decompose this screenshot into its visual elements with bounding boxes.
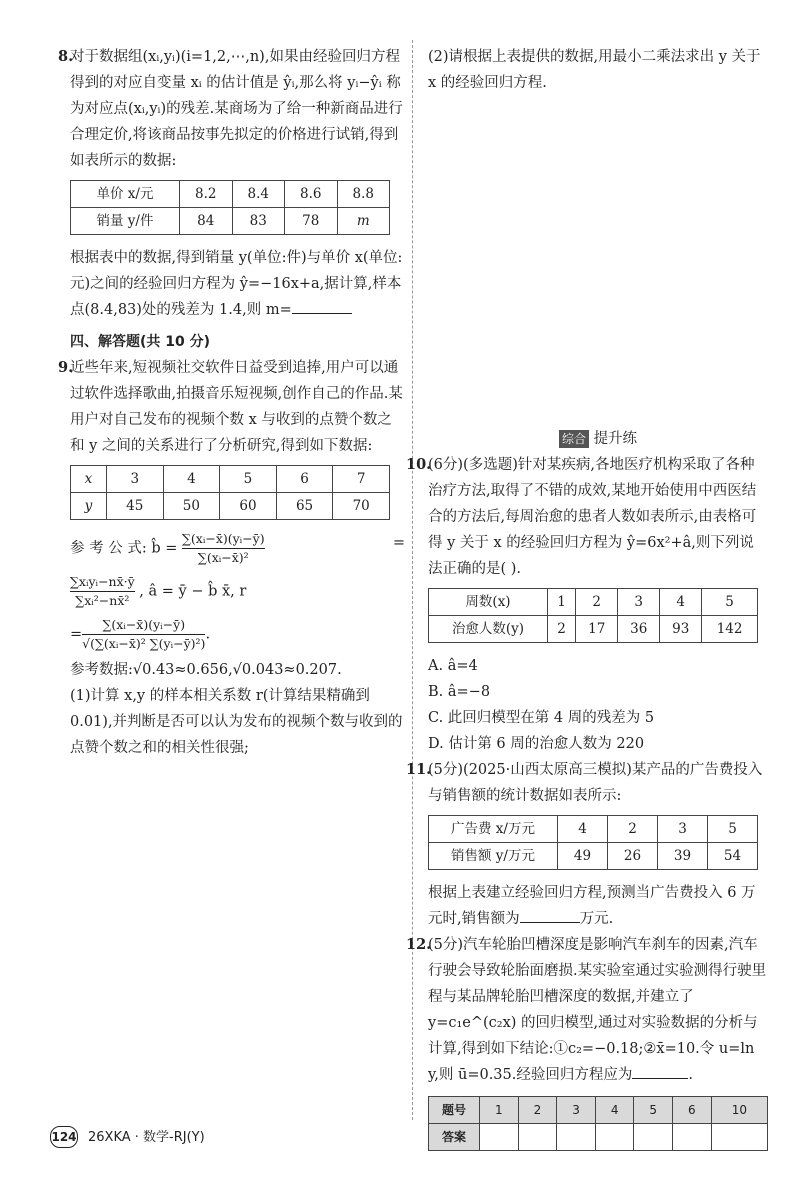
table-cell: 7 xyxy=(333,466,390,493)
answer-cell[interactable] xyxy=(480,1124,519,1151)
table-cell: 8.4 xyxy=(232,181,285,208)
table-row xyxy=(429,843,758,870)
table-cell: 8.6 xyxy=(285,181,338,208)
table-cell: y xyxy=(71,493,107,520)
q12-number: 12. xyxy=(406,936,432,953)
answer-header-cell: 2 xyxy=(518,1097,557,1124)
option-a[interactable]: A. â=4 xyxy=(428,658,478,674)
table-cell: 60 xyxy=(220,493,277,520)
formula-line-2 xyxy=(70,573,405,610)
answer-header-cell: 10 xyxy=(711,1097,767,1124)
table-row xyxy=(429,616,758,643)
left-column xyxy=(58,44,405,761)
q10-number: 10. xyxy=(406,456,432,473)
answer-cell[interactable] xyxy=(711,1124,767,1151)
fraction-numerator: ∑xᵢyᵢ−nx̄·ȳ xyxy=(70,574,135,589)
table-cell: 54 xyxy=(708,843,758,870)
fraction-denominator: ∑(xᵢ−x̄)² xyxy=(182,548,265,567)
formula-line-1: 参 考 公 式: b̂ = $\frac{\text{∑(xᵢ−x̄)(yᵢ−ȳ)}}{\text{∑(xᵢ−x̄)²}}$ = xyxy=(70,531,405,565)
table-cell: 49 xyxy=(558,843,608,870)
q10-table xyxy=(428,588,758,643)
q12-answer-blank[interactable] xyxy=(632,1062,688,1079)
table-cell: m xyxy=(337,208,390,235)
table-cell: 5 xyxy=(708,816,758,843)
answer-cell[interactable] xyxy=(518,1124,557,1151)
fraction-denominator: √(∑(xᵢ−x̄)² ∑(yᵢ−ȳ)²) xyxy=(82,636,206,651)
option-d[interactable]: D. 估计第 6 周的治愈人数为 220 xyxy=(428,736,645,752)
table-row xyxy=(429,1124,768,1151)
section-heading: 四、解答题(共 10 分) xyxy=(70,334,211,350)
q11-number: 11. xyxy=(406,761,432,778)
table-cell: 1 xyxy=(548,589,576,616)
q9-part1: (1)计算 x,y 的样本相关系数 r(计算结果精确到 0.01),并判断是否可以认为发布的视频个数与收到的点赞个数之和的相关性很强; xyxy=(70,688,403,756)
table-cell: 26 xyxy=(608,843,658,870)
q10-text: (6分)(多选题)针对某疾病,各地医疗机构采取了各种治疗方法,取得了不错的成效,某地开始使用中西医结合的方法后,每周治愈的患者人数如表所示,由表格可得 y 关于 x 的经验回归方程为 ŷ=6x²+â,则下列说法正确的是( ). xyxy=(428,457,757,577)
answer-table xyxy=(428,1096,768,1151)
q11-table xyxy=(428,815,758,870)
table-cell: 2 xyxy=(576,589,618,616)
formula-r-fraction xyxy=(82,616,205,653)
table-cell: 治愈人数(y) xyxy=(429,616,548,643)
book-code: 26XKA · 数学-RJ(Y) xyxy=(88,1130,205,1145)
fraction-numerator: ∑(xᵢ−x̄)(yᵢ−ȳ) xyxy=(102,617,186,632)
table-row xyxy=(71,208,390,235)
page-footer xyxy=(50,1126,205,1148)
table-cell: 4 xyxy=(660,589,702,616)
table-cell: 83 xyxy=(232,208,285,235)
answer-cell[interactable] xyxy=(673,1124,712,1151)
fraction-denominator: ∑xᵢ²−nx̄² xyxy=(70,591,135,610)
answer-cell[interactable] xyxy=(557,1124,596,1151)
table-cell: 8.8 xyxy=(337,181,390,208)
table-cell: 3 xyxy=(658,816,708,843)
table-row xyxy=(71,493,390,520)
table-cell: 6 xyxy=(276,466,333,493)
q11-answer-blank[interactable] xyxy=(520,906,580,923)
table-cell: 周数(x) xyxy=(429,589,548,616)
table-cell: 3 xyxy=(618,589,660,616)
right-column xyxy=(406,44,768,1144)
q12-text: (5分)汽车轮胎凹槽深度是影响汽车刹车的因素,汽车行驶会导致轮胎面磨损.某实验室通过实验测得行驶里程与某品牌轮胎凹槽深度的数据,并建立了 y=c₁e^(c₂x) 的回归模型,通过对实验数据的分析与计算,得到如下结论:①c₂=−0.18;②x̄=10.令 u=ln y,则 ū=0.35.经验回归方程应为 . xyxy=(428,937,767,1083)
table-row xyxy=(429,1097,768,1124)
table-cell: 销售额 y/万元 xyxy=(429,843,558,870)
table-cell: 142 xyxy=(702,616,758,643)
practice-tag: 综合 xyxy=(559,430,589,448)
table-cell: 单价 x/元 xyxy=(71,181,180,208)
formula-b-fraction-1 xyxy=(182,530,265,567)
question-8 xyxy=(58,44,405,323)
table-cell: 45 xyxy=(106,493,163,520)
answer-row-label: 答案 xyxy=(429,1124,480,1151)
answer-header-cell: 题号 xyxy=(429,1097,480,1124)
table-cell: 8.2 xyxy=(180,181,233,208)
q11-text3: 万元. xyxy=(579,911,614,927)
question-12 xyxy=(406,932,768,1088)
formula-a-hat: , â = ȳ − b̂ x̄, r xyxy=(139,583,247,600)
table-cell: 36 xyxy=(618,616,660,643)
column-divider xyxy=(412,40,413,1120)
table-cell: 4 xyxy=(558,816,608,843)
table-cell: 17 xyxy=(576,616,618,643)
table-cell: 4 xyxy=(163,466,220,493)
table-cell: 84 xyxy=(180,208,233,235)
q8-text2-content: 根据表中的数据,得到销量 y(单位:件)与单价 x(单位:元)之间的经验回归方程为 ŷ=−16x+a,据计算,样本点(8.4,83)处的残差为 1.4,则 m= xyxy=(70,250,403,318)
question-9 xyxy=(58,355,405,761)
table-cell: 50 xyxy=(163,493,220,520)
answer-header-cell: 5 xyxy=(634,1097,673,1124)
option-c[interactable]: C. 此回归模型在第 4 周的残差为 5 xyxy=(428,710,655,726)
answer-header-cell: 6 xyxy=(673,1097,712,1124)
q8-text2 xyxy=(70,245,405,323)
table-cell: 广告费 x/万元 xyxy=(429,816,558,843)
answer-header-cell: 4 xyxy=(595,1097,634,1124)
table-cell: 93 xyxy=(660,616,702,643)
answer-cell[interactable] xyxy=(595,1124,634,1151)
q11-text2-content: 根据上表建立经验回归方程,预测当广告费投入 6 万元时,销售额为 xyxy=(428,885,756,927)
reference-data: 参考数据:√0.43≈0.656,√0.043≈0.207. xyxy=(70,662,342,678)
table-row xyxy=(429,589,758,616)
q8-answer-blank[interactable] xyxy=(292,297,352,314)
q8-text1: 对于数据组(xᵢ,yᵢ)(i=1,2,⋯,n),如果由经验回归方程得到的对应自变量 xᵢ 的估计值是 ŷᵢ,那么将 yᵢ−ŷᵢ 称为对应点(xᵢ,yᵢ)的残差.某商场为了给一种新商品进行合理定价,将该商品按事先拟定的价格进行试销,得到如表所示的数据: xyxy=(70,49,403,169)
question-11 xyxy=(406,757,768,932)
answer-header-cell: 3 xyxy=(557,1097,596,1124)
q11-text2 xyxy=(428,880,768,932)
q9-table xyxy=(70,465,390,520)
answer-header-cell: 1 xyxy=(480,1097,519,1124)
formula-line-3: = $\frac{\text{∑(xᵢ−x̄)(yᵢ−ȳ)}}{\text{√(∑(xᵢ−x̄)² ∑(yᵢ−ȳ)²)}}$ . xyxy=(70,617,211,651)
table-row xyxy=(71,466,390,493)
q8-number: 8. xyxy=(58,48,74,65)
table-cell: 5 xyxy=(220,466,277,493)
formula-label: 参 考 公 式: b̂ = xyxy=(70,540,178,557)
answer-cell[interactable] xyxy=(634,1124,673,1151)
table-cell: 销量 y/件 xyxy=(71,208,180,235)
practice-title: 提升练 xyxy=(593,431,638,447)
q9-text1: 近些年来,短视频社交软件日益受到追捧,用户可以通过软件选择歌曲,拍摄音乐短视频,创作自己的作品.某用户对自己发布的视频个数 x 与收到的点赞个数之和 y 之间的关系进行了分析研究,得到如下数据: xyxy=(70,360,403,454)
page-number: 124 xyxy=(50,1126,78,1148)
table-row xyxy=(71,181,390,208)
table-cell: 78 xyxy=(285,208,338,235)
question-10 xyxy=(406,452,768,757)
formula-b-fraction-2 xyxy=(70,573,135,610)
table-cell: 2 xyxy=(608,816,658,843)
q9-part2: (2)请根据上表提供的数据,用最小二乘法求出 y 关于 x 的经验回归方程. xyxy=(428,49,761,91)
table-row xyxy=(429,816,758,843)
practice-heading xyxy=(428,426,768,452)
table-cell: 70 xyxy=(333,493,390,520)
q8-table xyxy=(70,180,390,235)
practice-block xyxy=(406,426,768,1161)
table-cell: 39 xyxy=(658,843,708,870)
table-cell: 2 xyxy=(548,616,576,643)
table-cell: 5 xyxy=(702,589,758,616)
fraction-numerator: ∑(xᵢ−x̄)(yᵢ−ȳ) xyxy=(181,531,265,546)
q9-number: 9. xyxy=(58,359,74,376)
q11-text1: (5分)(2025·山西太原高三模拟)某产品的广告费投入与销售额的统计数据如表所示: xyxy=(428,762,763,804)
q12-text-content: (5分)汽车轮胎凹槽深度是影响汽车刹车的因素,汽车行驶会导致轮胎面磨损.某实验室通过实验测得行驶里程与某品牌轮胎凹槽深度的数据,并建立了 y=c₁e^(c₂x) 的回归模型,通过对实验数据的分析与计算,得到如下结论:①c₂=−0.18;②x̄=10.令 u=ln y,则 ū=0.35.经验回归方程应为 xyxy=(428,937,767,1083)
table-cell: 65 xyxy=(276,493,333,520)
table-cell: x xyxy=(71,466,107,493)
table-cell: 3 xyxy=(106,466,163,493)
option-b[interactable]: B. â=−8 xyxy=(428,684,491,700)
